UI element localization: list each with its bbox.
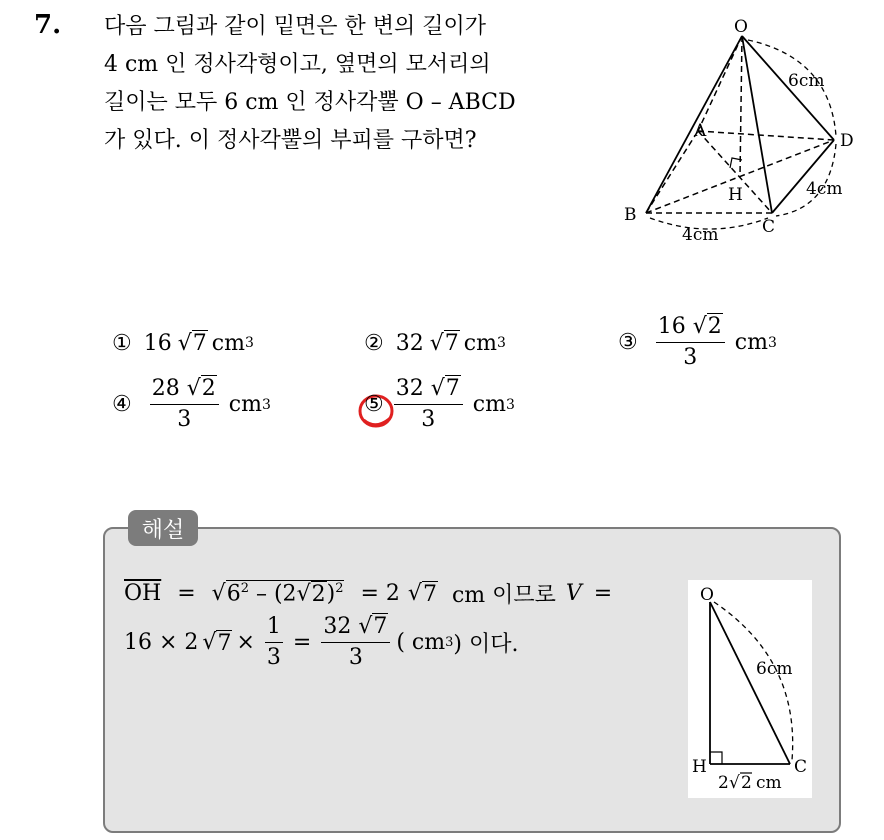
choice-fraction: $\frac{32 √7}{3}$ (394, 374, 463, 435)
choice-unit: cm (228, 392, 262, 417)
vertex-b-label: B (624, 205, 637, 225)
result-fraction: $\frac{32 √7}{3}$ (321, 612, 390, 673)
choice-radicand: 7 (444, 331, 459, 356)
choice-fraction: $\frac{16 √2}{3}$ (656, 312, 725, 373)
equals-sign: = (177, 581, 196, 606)
choice-exp: 3 (261, 396, 271, 413)
question-line: 길이는 모두 6 cm 인 정사각뿔 O – ABCD (104, 90, 516, 115)
radical-body: $6^2 - (2√2)^2$ (226, 581, 344, 607)
vertex-d-label: D (840, 131, 854, 151)
unit-open: ( cm (396, 630, 446, 655)
vertex-h-label: H (692, 757, 707, 777)
choice-coef: 16 (143, 330, 172, 356)
choice-unit: cm (734, 330, 768, 355)
foot-h-label: H (728, 185, 743, 205)
minus-part: – (2 (255, 581, 297, 607)
unit-exp: 3 (445, 635, 454, 650)
six: 6 (226, 581, 241, 607)
question-line: 다음 그림과 같이 밑면은 한 변의 길이가 (104, 14, 486, 39)
vertex-o-label: O (700, 585, 714, 605)
edge-length-label: 6cm (788, 71, 825, 91)
numerator: 1 (265, 612, 283, 643)
base-radicand-label: 2 (741, 773, 752, 793)
unit-close: ) 이다. (453, 632, 519, 657)
base-right-label: 4cm (806, 179, 843, 199)
choice-exp: 3 (767, 334, 777, 351)
choice-denominator: 3 (421, 407, 436, 432)
choice-coef: 16 (657, 314, 686, 339)
choice-5[interactable] (364, 374, 515, 435)
numerator-coef: 32 (323, 614, 352, 639)
base-unit-label: cm (756, 773, 782, 793)
choice-coef: 32 (395, 376, 424, 401)
suffix-text: cm 이므로 (451, 583, 556, 608)
exp: 2 (335, 581, 344, 597)
choice-fraction: $\frac{28 √2}{3}$ (150, 374, 219, 435)
question-number: 7. (34, 10, 62, 40)
close-paren: ) (326, 581, 336, 607)
solution-line-2: 16 × 2 √ 7 × $\frac{1}{3}$ = $\frac{32 √7}{3}$ ( cm 3 ) 이다. (124, 612, 518, 673)
product-radicand: 7 (217, 630, 232, 656)
vertex-o-label: O (734, 18, 748, 37)
choice-coef: 28 (151, 376, 180, 401)
inner-radicand: 2 (311, 581, 326, 607)
choice-radicand: 7 (192, 331, 207, 356)
segment-oh: $\overline{OH}$ (124, 581, 162, 606)
product-part: 16 × 2 (124, 630, 199, 655)
denominator: 3 (266, 645, 281, 670)
choice-denominator: 3 (683, 345, 698, 370)
denominator: 3 (348, 645, 363, 670)
choice-coef: 32 (395, 330, 424, 356)
choice-number: ① (112, 330, 132, 356)
times-sign: × (236, 630, 255, 655)
choice-radicand: 2 (707, 314, 722, 339)
solution-line-1: $\overline{OH}$ = √ $6^2 - (2√2)^2$ = 2 √ 7 cm 이므로 V = (124, 578, 612, 609)
exp: 2 (240, 581, 249, 597)
volume-symbol: V (565, 581, 582, 606)
question-line: 4 cm 인 정사각형이고, 옆면의 모서리의 (104, 52, 491, 77)
vertex-a-label: A (694, 121, 707, 141)
solution-tag: 해설 (128, 510, 198, 546)
vertex-c-label: C (762, 217, 776, 237)
pyramid-diagram (610, 18, 860, 248)
choice-number: ⑤ (364, 392, 384, 417)
choice-radicand: 7 (445, 376, 460, 401)
choice-radicand: 2 (201, 376, 216, 401)
vertex-c-label: C (794, 757, 808, 777)
equals-sign: = (593, 581, 613, 606)
result-radicand: 7 (422, 581, 437, 607)
choice-unit: cm (463, 330, 497, 356)
one-third-fraction (265, 612, 283, 673)
choice-exp: 3 (496, 335, 506, 351)
choice-2[interactable]: ② 32 √ 7 cm 3 (364, 330, 506, 356)
choice-unit: cm (211, 330, 245, 356)
choice-denominator: 3 (177, 407, 192, 432)
result-part: = 2 (360, 581, 400, 606)
choice-4[interactable] (112, 374, 271, 435)
choice-3[interactable] (618, 312, 777, 373)
choice-exp: 3 (244, 335, 254, 351)
choice-number: ④ (112, 392, 132, 417)
equals-sign: = (292, 630, 312, 655)
base-bottom-label: 4cm (682, 225, 719, 245)
svg-text:√: √ (729, 773, 740, 793)
choice-exp: 3 (505, 396, 515, 413)
hypotenuse-label: 6cm (756, 659, 793, 679)
choice-1[interactable]: ① 16 √ 7 cm 3 (112, 330, 254, 356)
choice-unit: cm (472, 392, 506, 417)
question-line: 가 있다. 이 정사각뿔의 부피를 구하면? (104, 128, 477, 153)
numerator-radicand: 7 (373, 614, 388, 639)
base-coef-label: 2 (718, 773, 729, 793)
choice-number: ② (364, 330, 384, 356)
right-triangle-diagram (688, 580, 812, 798)
choice-number: ③ (618, 330, 638, 355)
question-text (104, 8, 604, 160)
